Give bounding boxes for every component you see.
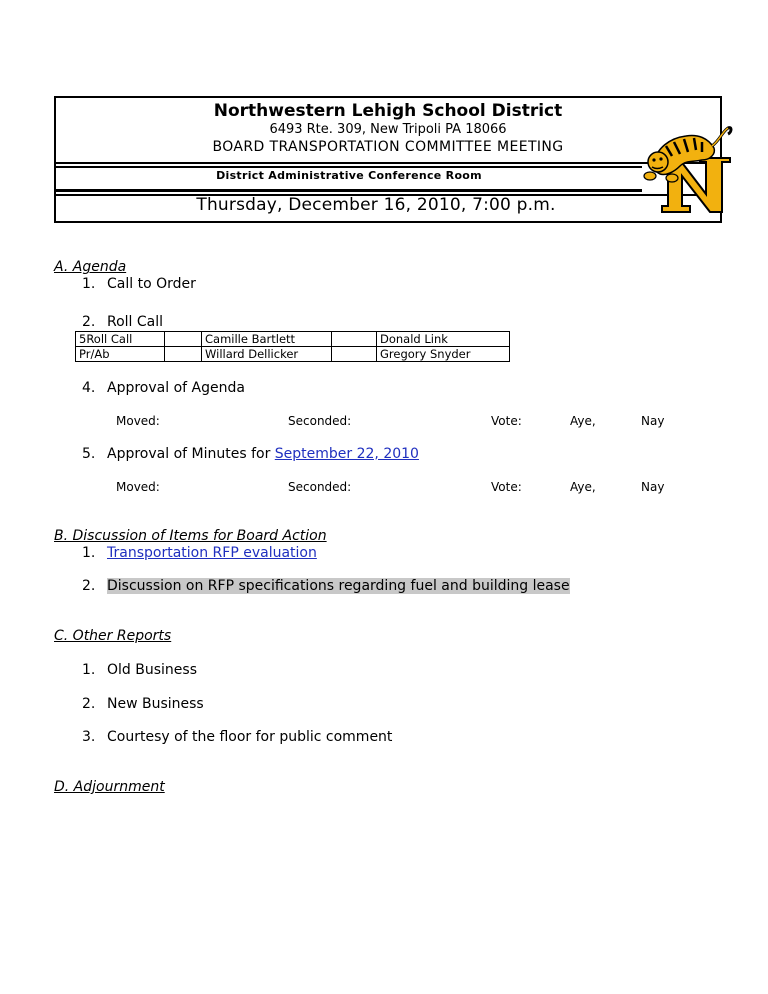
table-cell: [165, 332, 202, 347]
item-number: 2.: [82, 314, 96, 330]
tiger-logo: [636, 122, 734, 214]
table-row: [76, 332, 510, 347]
meeting-room: District Administrative Conference Room: [216, 169, 482, 182]
agenda-item-public-comment: [82, 729, 392, 745]
meeting-title: BOARD TRANSPORTATION COMMITTEE MEETING: [212, 139, 564, 155]
nay-label: Nay: [641, 414, 665, 428]
item-label: New Business: [107, 696, 204, 712]
agenda-item-approval-of-minutes: [82, 446, 419, 462]
item-number: 1.: [82, 276, 96, 292]
item-label: Roll Call: [107, 314, 164, 330]
table-cell: [165, 347, 202, 362]
item-number: 2.: [82, 578, 96, 594]
table-cell: 5Roll Call: [76, 332, 165, 347]
agenda-item-new-business: [82, 696, 204, 712]
rfp-evaluation-link[interactable]: Transportation RFP evaluation: [107, 545, 317, 561]
minutes-link[interactable]: September 22, 2010: [274, 446, 419, 462]
agenda-item-approval-of-agenda: [82, 380, 245, 396]
table-row: [76, 347, 510, 362]
vote-label: Vote:: [491, 414, 522, 428]
item-label: Call to Order: [107, 276, 196, 292]
item-number: 1.: [82, 545, 96, 561]
org-address: 6493 Rte. 309, New Tripoli PA 18066: [269, 122, 507, 137]
item-label: Approval of Minutes for: [107, 446, 275, 462]
item-label: Old Business: [107, 662, 197, 678]
aye-label: Aye,: [570, 414, 596, 428]
agenda-item-rfp-specifications: [82, 578, 570, 594]
table-cell: Willard Dellicker: [202, 347, 332, 362]
agenda-item-roll-call: [82, 314, 163, 330]
table-cell: [332, 332, 377, 347]
table-cell: Pr/Ab: [76, 347, 165, 362]
seconded-label: Seconded:: [288, 480, 352, 494]
meeting-date: Thursday, December 16, 2010, 7:00 p.m.: [196, 195, 556, 215]
agenda-item-old-business: [82, 662, 197, 678]
header-divider: [56, 189, 642, 192]
item-label: Discussion on RFP specifications regarding fuel and building lease: [107, 578, 570, 594]
item-number: 2.: [82, 696, 96, 712]
agenda-item-rfp-evaluation: [82, 545, 317, 561]
item-label: Courtesy of the floor for public comment: [107, 729, 393, 745]
section-heading-board-action: B. Discussion of Items for Board Action: [54, 528, 327, 544]
item-number: 3.: [82, 729, 96, 745]
section-heading-agenda: A. Agenda: [54, 259, 127, 275]
item-label: Approval of Agenda: [107, 380, 245, 396]
table-cell: Gregory Snyder: [377, 347, 510, 362]
header-box: [54, 96, 722, 223]
header-divider: [56, 166, 642, 168]
table-cell: [332, 347, 377, 362]
header-divider: [56, 162, 720, 164]
org-name: Northwestern Lehigh School District: [213, 101, 563, 121]
nay-label: Nay: [641, 480, 665, 494]
table-cell: Camille Bartlett: [202, 332, 332, 347]
agenda-item-call-to-order: [82, 276, 196, 292]
item-number: 4.: [82, 380, 96, 396]
section-heading-other-reports: C. Other Reports: [54, 628, 172, 644]
moved-label: Moved:: [116, 414, 160, 428]
roll-call-table: [75, 331, 510, 362]
item-number: 1.: [82, 662, 96, 678]
item-number: 5.: [82, 446, 96, 462]
seconded-label: Seconded:: [288, 414, 352, 428]
table-cell: Donald Link: [377, 332, 510, 347]
section-heading-adjournment: D. Adjournment: [54, 779, 165, 795]
aye-label: Aye,: [570, 480, 596, 494]
vote-label: Vote:: [491, 480, 522, 494]
moved-label: Moved:: [116, 480, 160, 494]
